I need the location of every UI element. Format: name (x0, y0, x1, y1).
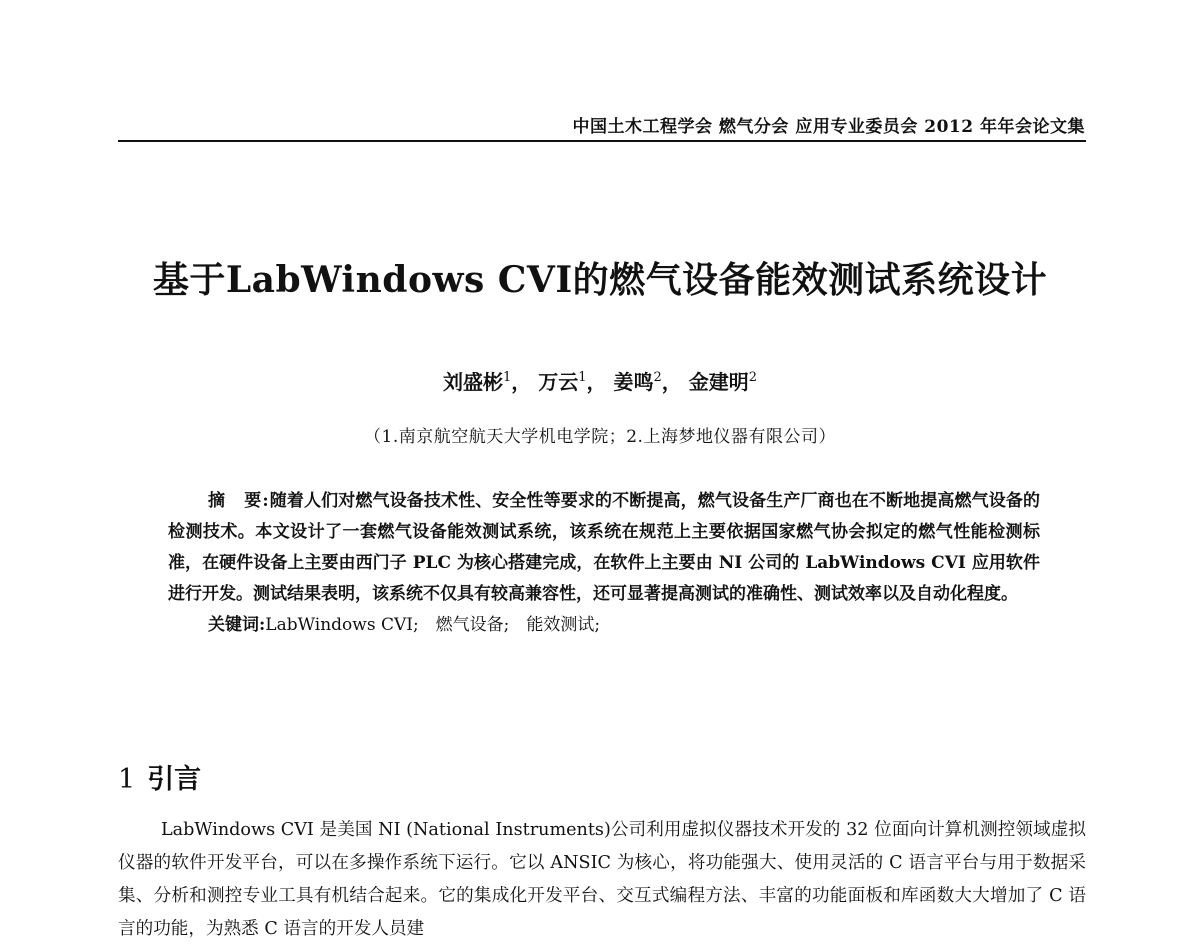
author-affiliation-mark: 1 (578, 370, 587, 385)
author-affiliation-mark: 1 (502, 370, 512, 385)
abstract-paragraph (168, 486, 1040, 610)
author-affiliation-mark: 2 (748, 370, 758, 385)
keywords-text: LabWindows CVI; 燃气设备; 能效测试; (265, 615, 601, 635)
author-name: 姜鸣 (613, 370, 654, 394)
author-affiliation-mark: 2 (653, 370, 662, 385)
author-separator: ， (661, 370, 682, 394)
author-separator: ， (511, 370, 532, 394)
affiliations: （1.南京航空航天大学机电学院；2.上海梦地仪器有限公司） (364, 427, 836, 447)
header-rule (118, 140, 1086, 142)
abstract-text: 随着人们对燃气设备技术性、安全性等要求的不断提高，燃气设备生产厂商也在不断地提高燃气设备的检测技术。本文设计了一套燃气设备能效测试系统，该系统在规范上主要依据国家燃气协会拟定的燃气性能检测标准，在硬件设备上主要由西门子 PLC 为核心搭建完成，在软件上主要由 NI 公司的 LabWindows CVI 应用软件进行开发。测试结果表明，该系统不仅具有较高兼容性，还可显著提高测试的准确性、测试效率以及自动化程度。 (168, 491, 1040, 604)
author-name: 刘盛彬 (442, 370, 503, 394)
author-name: 万云 (538, 370, 579, 394)
section-heading (118, 757, 201, 796)
abstract-label: 摘 要: (208, 491, 270, 511)
author-separator: ， (586, 370, 607, 394)
keywords-label: 关键词: (208, 615, 266, 635)
author-name: 金建明 (688, 370, 749, 394)
running-header: 中国土木工程学会 燃气分会 应用专业委员会 2012 年年会论文集 (572, 117, 1085, 137)
body-paragraph: LabWindows CVI 是美国 NI (National Instruments)公司利用虚拟仪器技术开发的 32 位面向计算机测控领域虚拟仪器的软件开发平台，可以在多操作系统下运行。它以 ANSIC 为核心，将功能强大、使用灵活的 C 语言平台与用于数据采集、分析和测控专业工具有机结合起来。它的集成化开发平台、交互式编程方法、丰富的功能面板和库函数大大增加了 C 语言的功能，为熟悉 C 语言的开发人员建 (118, 820, 1086, 939)
abstract-block (168, 486, 1040, 641)
section-title: 引言 (147, 764, 202, 795)
section-number: 1 (118, 764, 136, 795)
keywords-line (168, 610, 1040, 641)
author-list (0, 366, 1200, 395)
paper-title: 基于LabWindows CVI的燃气设备能效测试系统设计 (152, 259, 1048, 301)
